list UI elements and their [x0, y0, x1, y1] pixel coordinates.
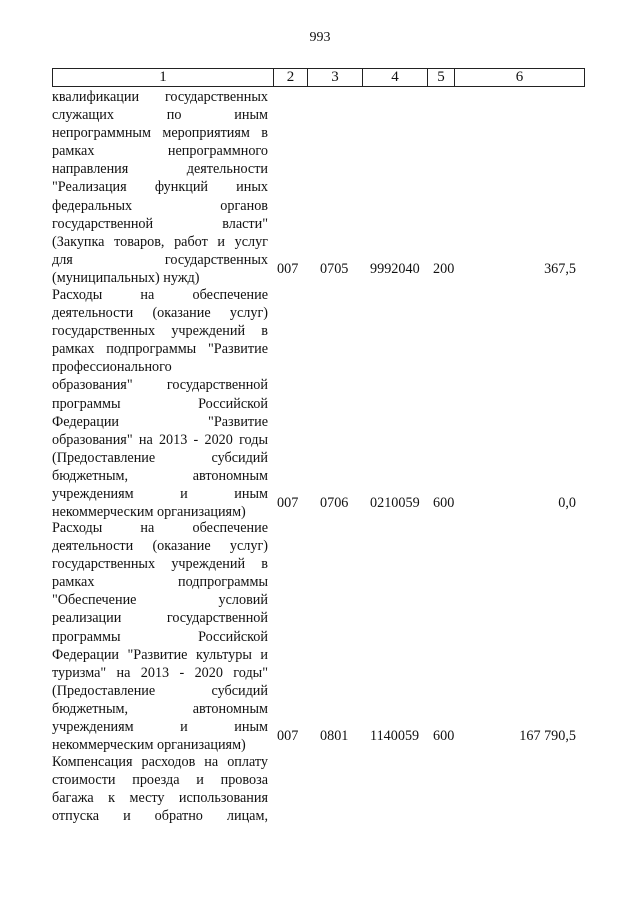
section-code: 0705 [320, 261, 349, 277]
expense-type-code: 600 [433, 728, 455, 744]
description-line: рамках непрограммного [52, 143, 268, 160]
description-line: (муниципальных) нужд) [52, 269, 200, 286]
description-line: туризма" на 2013 - 2020 годы" [52, 664, 268, 681]
description-line: учреждениям и иным [52, 486, 268, 503]
description-line: некоммерческим организациям) [52, 737, 246, 754]
description-line: "Обеспечение условий [52, 592, 268, 609]
section-code: 0801 [320, 728, 349, 744]
table-header-row [52, 68, 585, 87]
description-line: (Предоставление субсидий [52, 449, 268, 466]
description-line: отпуска и обратно лицам, [52, 808, 268, 825]
description-line: Расходы на обеспечение [52, 287, 268, 303]
row-description [52, 519, 268, 754]
column-header-3: 3 [331, 69, 339, 85]
description-line: стоимости проезда и провоза [52, 772, 268, 789]
description-line: профессионального [52, 359, 172, 376]
description-line: Компенсация расходов на оплату [52, 754, 268, 770]
description-line: федеральных органов [52, 197, 268, 214]
description-line: "Реализация функций иных [52, 179, 268, 196]
description-line: учреждениям и иным [52, 719, 268, 736]
section-code: 0706 [320, 495, 349, 511]
ministry-code: 007 [277, 261, 299, 277]
description-line: программы Российской [52, 395, 268, 412]
description-line: государственных учреждений в [52, 556, 268, 573]
description-line: государственных учреждений в [52, 323, 268, 340]
description-line: образования" государственной [52, 377, 268, 394]
row-description [52, 286, 268, 521]
description-line: непрограммным мероприятиям в [52, 125, 268, 142]
row-description [52, 753, 268, 825]
description-line: для государственных [52, 251, 268, 268]
amount: 0,0 [558, 495, 576, 511]
amount: 167 790,5 [519, 728, 576, 744]
page-number: 993 [309, 30, 331, 45]
description-line: государственной власти" [52, 215, 268, 232]
column-header-4: 4 [391, 69, 399, 85]
description-line: бюджетным, автономным [52, 467, 268, 484]
amount: 367,5 [544, 261, 576, 277]
target-code: 0210059 [370, 495, 420, 511]
target-code: 9992040 [370, 261, 420, 277]
description-line: некоммерческим организациям) [52, 504, 246, 521]
description-line: реализации государственной [52, 610, 268, 627]
expense-type-code: 200 [433, 261, 455, 277]
description-line: (Закупка товаров, работ и услуг [52, 233, 268, 250]
ministry-code: 007 [277, 495, 299, 511]
description-line: служащих по иным [52, 107, 268, 124]
description-line: рамках подпрограммы "Развитие [52, 341, 268, 358]
description-line: деятельности (оказание услуг) [52, 538, 268, 555]
expense-type-code: 600 [433, 495, 455, 511]
row-description [52, 88, 268, 287]
description-line: Федерации "Развитие культуры и [52, 646, 268, 663]
column-header-5: 5 [437, 69, 445, 85]
description-line: образования" на 2013 - 2020 годы [52, 431, 268, 448]
column-header-6: 6 [515, 69, 524, 85]
column-header-2: 2 [286, 69, 295, 85]
description-line: багажа к месту использования [52, 790, 268, 807]
description-line: рамках подпрограммы [52, 574, 268, 591]
description-line: квалификации государственных [52, 89, 268, 105]
ministry-code: 007 [277, 728, 299, 744]
description-line: деятельности (оказание услуг) [52, 305, 268, 322]
description-line: Федерации "Развитие [52, 413, 268, 430]
target-code: 1140059 [370, 728, 420, 744]
description-line: (Предоставление субсидий [52, 682, 268, 699]
description-line: Расходы на обеспечение [52, 520, 268, 536]
description-line: направления деятельности [52, 161, 268, 178]
description-line: программы Российской [52, 628, 268, 645]
description-line: бюджетным, автономным [52, 700, 268, 717]
column-header-1: 1 [159, 69, 167, 85]
